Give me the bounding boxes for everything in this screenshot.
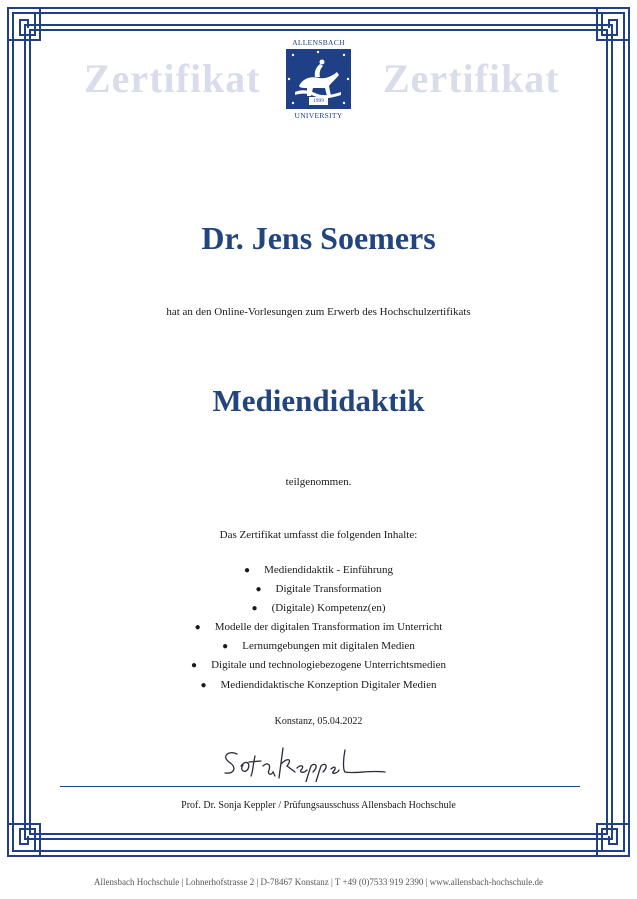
topic-list	[0, 561, 637, 695]
list-item	[0, 580, 637, 599]
signer-name: Prof. Dr. Sonja Keppler / Prüfungsausschuss Allensbach Hochschule	[181, 800, 456, 811]
bullet-icon: ●	[255, 584, 262, 596]
recipient-name: Dr. Jens Soemers	[201, 220, 436, 256]
contents-heading: Das Zertifikat umfasst die folgenden Inhalte:	[219, 529, 418, 541]
watermark-title-left: Zertifikat	[84, 56, 261, 101]
bullet-icon: ●	[200, 679, 207, 691]
topic-label: Lernumgebungen mit digitalen Medien	[242, 640, 415, 653]
bullet-icon: ●	[194, 622, 201, 634]
topic-label: Mediendidaktik - Einführung	[264, 564, 393, 576]
topic-label: Digitale und technologiebezogene Unterrichtsmedien	[211, 659, 446, 672]
logo-top-text: ALLENSBACH	[292, 38, 345, 47]
topic-label: Mediendidaktische Konzeption Digitaler Medien	[220, 678, 437, 691]
watermark-title-right: Zertifikat	[383, 56, 560, 101]
place-date: Konstanz, 05.04.2022	[274, 716, 363, 727]
bullet-icon: ●	[222, 641, 229, 653]
bullet-icon: ●	[191, 660, 198, 672]
list-item	[0, 618, 637, 637]
list-item	[0, 599, 637, 618]
topic-label: Modelle der digitalen Transformation im Unterricht	[214, 621, 443, 634]
list-item	[0, 637, 637, 656]
signature-image	[215, 742, 395, 782]
footer-address: Allensbach Hochschule | Lohnerhofstrasse 2 | D-78467 Konstanz | T +49 (0)7533 919 2390 | www.allensbach-hochschule.de	[93, 877, 543, 887]
logo-year: 1999	[313, 98, 324, 104]
university-logo	[277, 38, 360, 120]
logo-bottom-text: UNIVERSITY	[294, 111, 343, 120]
intro-text: hat an den Online-Vorlesungen zum Erwerb des Hochschulzertifikats	[166, 306, 471, 318]
bullet-icon: ●	[244, 565, 251, 576]
topic-label: (Digitale) Kompetenz(en)	[271, 602, 386, 615]
topic-label: Digitale Transformation	[275, 583, 382, 596]
bullet-icon: ●	[251, 603, 258, 615]
list-item	[0, 676, 637, 695]
list-item	[0, 561, 637, 580]
course-title: Mediendidaktik	[212, 383, 425, 418]
list-item	[0, 656, 637, 675]
participated-text: teilgenommen.	[285, 476, 352, 488]
signature-line	[60, 786, 580, 787]
